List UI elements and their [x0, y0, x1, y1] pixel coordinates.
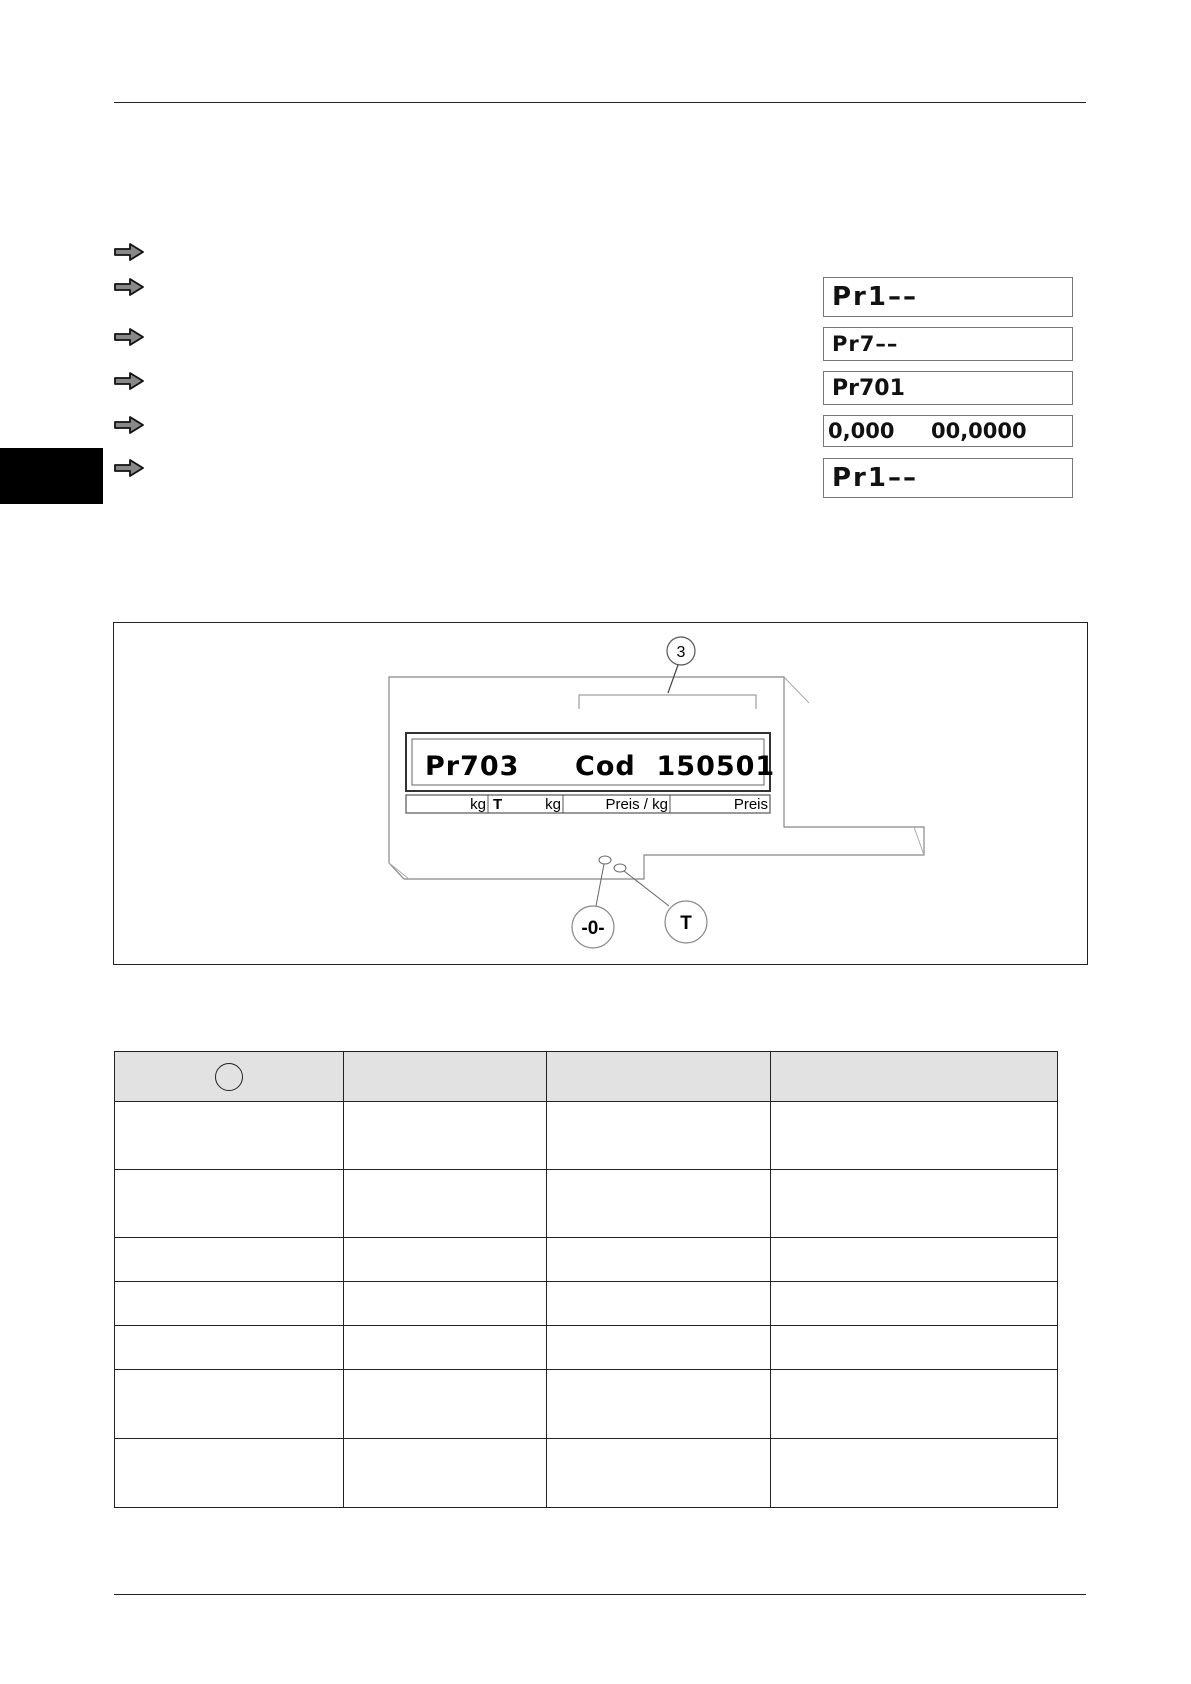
table-cell [344, 1170, 547, 1238]
table-cell [115, 1326, 344, 1370]
table-row [115, 1102, 1058, 1170]
unit-label: Preis / kg [605, 796, 668, 813]
footer-rule [114, 1594, 1086, 1595]
table-cell [771, 1102, 1058, 1170]
circle-marker-icon [215, 1063, 243, 1091]
table-cell [344, 1439, 547, 1508]
callout-number: 3 [676, 644, 686, 661]
arrow-right-icon [113, 327, 145, 347]
table-header-cell [344, 1052, 547, 1102]
arrow-right-icon [113, 415, 145, 435]
table-header-cell [771, 1052, 1058, 1102]
table-cell [771, 1170, 1058, 1238]
table-cell [115, 1102, 344, 1170]
display-right-text: Cod 150501 [575, 751, 776, 782]
display-readout: 0,000 00,0000 [823, 415, 1073, 447]
display-readout: Pr7–– [823, 327, 1073, 361]
table-cell [344, 1370, 547, 1439]
header-rule [114, 102, 1086, 103]
arrow-right-icon [113, 277, 145, 297]
table-cell [115, 1439, 344, 1508]
table-cell [771, 1326, 1058, 1370]
display-left-text: Pr703 [425, 751, 520, 782]
display-readout: Pr1–– [823, 277, 1073, 317]
table-cell [547, 1282, 771, 1326]
arrow-right-icon [113, 371, 145, 391]
unit-label: kg [470, 796, 486, 813]
tare-key-label: T [680, 913, 692, 934]
table-row [115, 1439, 1058, 1508]
table-row [115, 1370, 1058, 1439]
arrow-right-icon [113, 242, 145, 262]
table-header-cell [115, 1052, 344, 1102]
parameter-table [114, 1051, 1058, 1508]
table-cell [344, 1238, 547, 1282]
scale-display-figure [113, 622, 1088, 965]
arrow-right-icon [113, 458, 145, 478]
table-cell [771, 1370, 1058, 1439]
table-cell [115, 1282, 344, 1326]
table-cell [547, 1170, 771, 1238]
table-cell [344, 1102, 547, 1170]
unit-label: kg [545, 796, 561, 813]
table-cell [547, 1370, 771, 1439]
table-cell [547, 1326, 771, 1370]
table-cell [115, 1170, 344, 1238]
table-row [115, 1170, 1058, 1238]
scale-drawing [114, 623, 1089, 966]
table-cell [344, 1326, 547, 1370]
table-cell [771, 1439, 1058, 1508]
unit-label: T [493, 796, 503, 813]
table-header-row [115, 1052, 1058, 1102]
chapter-tab [0, 448, 103, 504]
table-cell [771, 1282, 1058, 1326]
table-row [115, 1238, 1058, 1282]
table-cell [115, 1238, 344, 1282]
table-header-cell [547, 1052, 771, 1102]
table-cell [771, 1238, 1058, 1282]
table-cell [344, 1282, 547, 1326]
table-row [115, 1282, 1058, 1326]
table-row [115, 1326, 1058, 1370]
table-cell [115, 1370, 344, 1439]
zero-key-label: -0- [581, 918, 605, 939]
display-readout: Pr1–– [823, 458, 1073, 498]
table-cell [547, 1439, 771, 1508]
table-cell [547, 1238, 771, 1282]
unit-label: Preis [733, 796, 768, 813]
table-cell [547, 1102, 771, 1170]
display-readout: Pr701 [823, 371, 1073, 405]
